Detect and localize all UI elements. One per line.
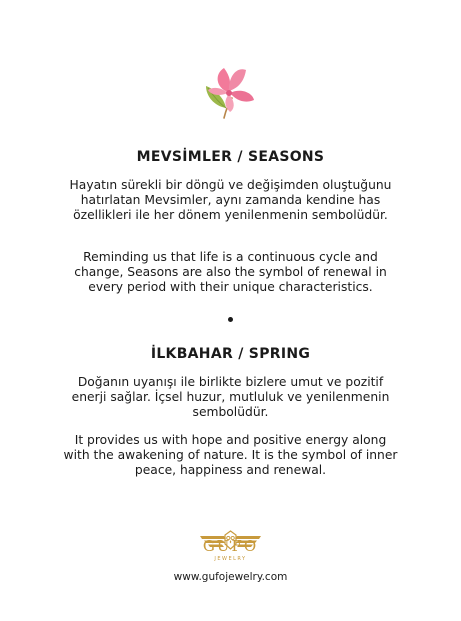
spring-title: İLKBAHAR / SPRING	[150, 346, 311, 362]
seasons-text-en: Reminding us that life is a continuous cycle and change, Seasons are also the symbol of renewal in every period with their unique characteristics.	[74, 250, 387, 294]
spring-text-en: It provides us with hope and positive energy along with the awakening of nature. It is the symbol of inner peace, happiness and renewal.	[63, 433, 398, 477]
pink-flower-icon	[198, 60, 258, 122]
spring-text-tr: Doğanın uyanışı ile birlikte bizlere umut ve pozitif enerji sağlar. İçsel huzur, mutluluk ve yenilenmenin sembolüdür.	[71, 375, 390, 419]
brand-name: GUFO	[202, 537, 259, 555]
website-link[interactable]: www.gufojewelry.com	[173, 571, 288, 583]
separator-dot	[228, 317, 233, 322]
seasons-text-tr: Hayatın sürekli bir döngü ve değişimden oluştuğunu hatırlatan Mevsimler, aynı zamanda kendine has özellikleri ile her dönem yenilenmenin sembolüdür.	[69, 178, 392, 222]
brand-subtitle: JEWELRY	[214, 556, 247, 562]
seasons-title: MEVSİMLER / SEASONS	[136, 149, 325, 165]
